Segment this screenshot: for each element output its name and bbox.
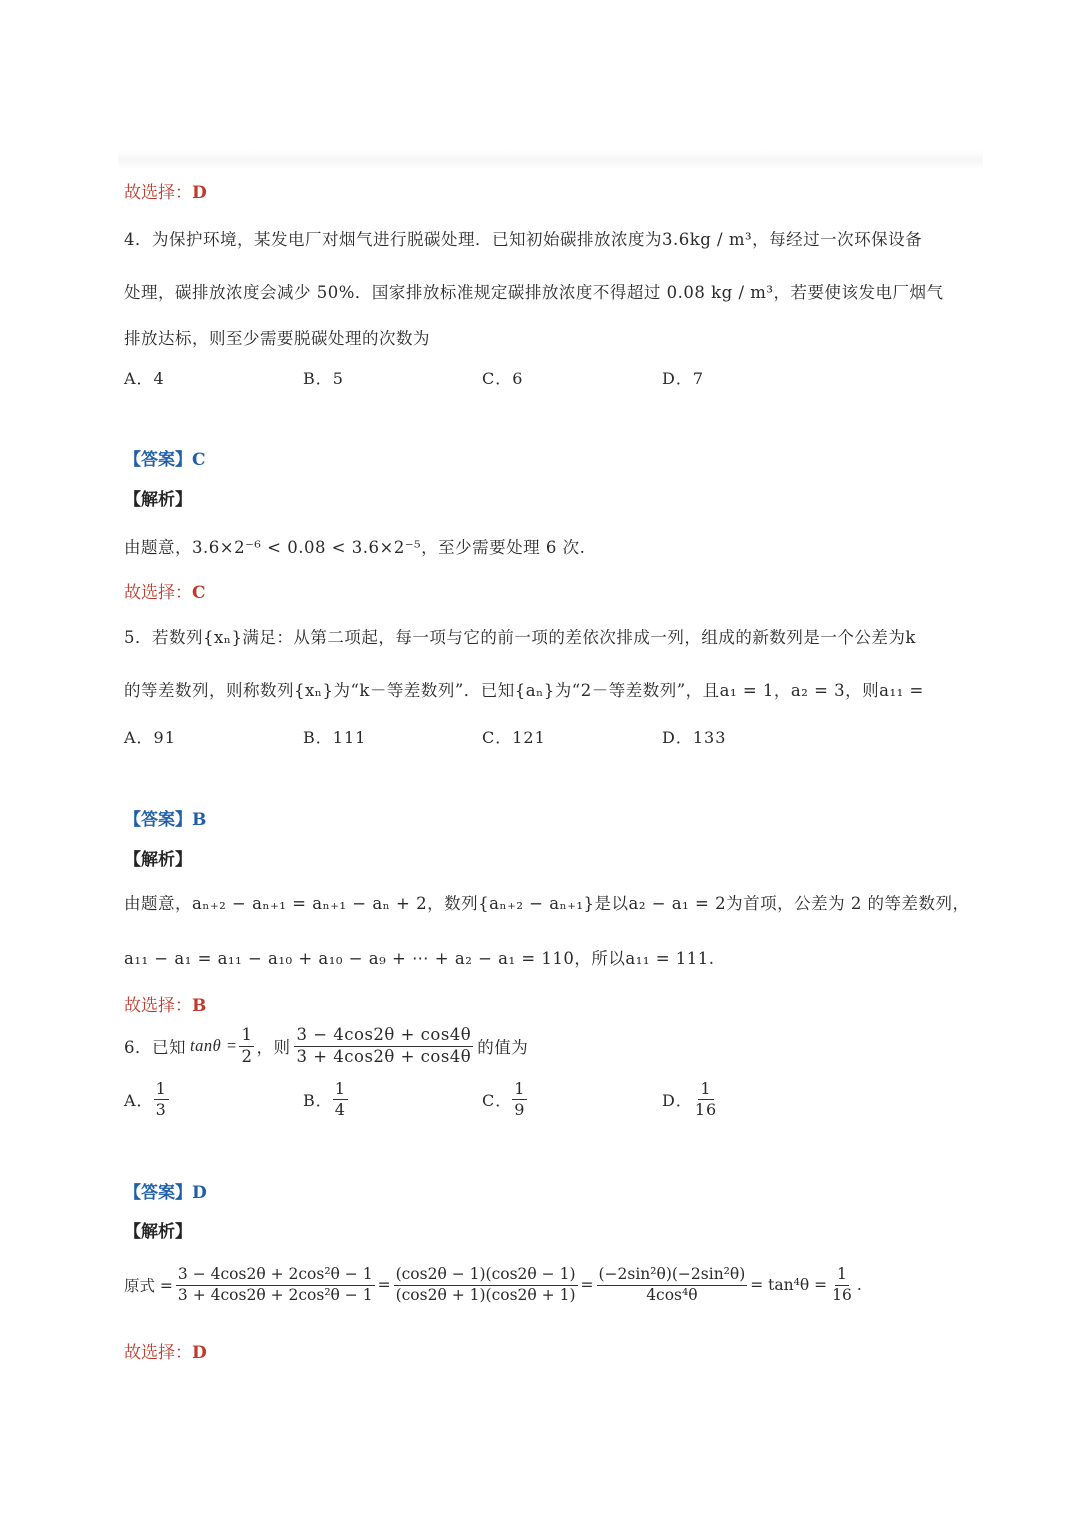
q4-answer — [124, 445, 206, 470]
q6-option-a-fraction — [154, 1080, 169, 1120]
q4-option-c: C．6 — [482, 369, 524, 388]
q6-option-b-label: B． — [303, 1091, 333, 1111]
q5-answer-label: 【答案】 — [124, 810, 192, 830]
q4-answer-value: C — [192, 450, 206, 470]
q6-option-d-fraction — [693, 1080, 719, 1120]
q6-sol-fraction-3 — [597, 1266, 748, 1305]
q6-option-c-fraction — [512, 1080, 527, 1120]
q6-sol-eq-2: = — [580, 1276, 594, 1295]
q6-option-b-fraction — [333, 1080, 348, 1120]
q4-stem-line1: 4．为保护环境，某发电厂对烟气进行脱碳处理．已知初始碳排放浓度为3.6kg / m³，每经过一次环保设备 — [124, 230, 923, 249]
q6-option-b — [303, 1080, 348, 1120]
q5-conclusion-label: 故选择： — [124, 996, 192, 1016]
q6-option-c-den: 9 — [514, 1100, 526, 1120]
q6-sol-f2-num: (cos2θ − 1)(cos2θ − 1) — [394, 1266, 578, 1286]
q3-conclusion-label: 故选择： — [124, 183, 192, 203]
q6-option-b-num: 1 — [333, 1080, 348, 1100]
q6-expr-num: 3 − 4cos2θ + cos4θ — [294, 1026, 473, 1047]
q6-stem-suffix: 的值为 — [477, 1038, 529, 1058]
q5-conclusion-value: B — [192, 996, 207, 1016]
q6-option-a-label: A． — [124, 1091, 154, 1111]
q4-option-a: A．4 — [124, 369, 165, 388]
q4-answer-label: 【答案】 — [124, 450, 192, 470]
q6-option-a-den: 3 — [155, 1100, 167, 1120]
q5-answer — [124, 805, 206, 830]
q5-option-a: A．91 — [124, 728, 176, 747]
q3-conclusion-value: D — [192, 183, 207, 203]
q4-stem-line3: 排放达标，则至少需要脱碳处理的次数为 — [124, 329, 430, 348]
q6-option-d-den: 16 — [694, 1100, 718, 1120]
q5-option-c: C．121 — [482, 728, 546, 747]
q5-option-b: B．111 — [303, 728, 367, 747]
q6-answer-label: 【答案】 — [124, 1183, 192, 1203]
q6-analysis-heading: 【解析】 — [124, 1222, 192, 1242]
q6-sol-f1-num: 3 − 4cos2θ + 2cos²θ − 1 — [176, 1266, 375, 1286]
q6-given-den: 2 — [241, 1046, 253, 1066]
q4-solution: 由题意，3.6×2⁻⁶ < 0.08 < 3.6×2⁻⁵，至少需要处理 6 次. — [124, 538, 586, 557]
q6-sol-f3-num: (−2sin²θ)(−2sin²θ) — [597, 1266, 748, 1286]
q6-sol-prefix: 原式 = — [124, 1277, 173, 1296]
q6-sol-period: . — [856, 1276, 862, 1295]
q6-conclusion-label: 故选择： — [124, 1343, 192, 1363]
q6-option-d — [662, 1080, 719, 1120]
q5-analysis-heading: 【解析】 — [124, 850, 192, 870]
q4-conclusion-value: C — [192, 583, 206, 603]
q6-option-d-label: D． — [662, 1091, 693, 1111]
q6-conclusion-value: D — [192, 1343, 207, 1363]
q6-option-d-num: 1 — [698, 1080, 713, 1100]
q5-stem-line2: 的等差数列，则称数列{xₙ}为“k－等差数列”．已知{aₙ}为“2－等差数列”，且a₁ = 1，a₂ = 3，则a₁₁ = — [124, 681, 924, 700]
q6-sol-res-den: 16 — [832, 1285, 852, 1304]
q6-sol-res-num: 1 — [835, 1266, 849, 1286]
q6-sol-f3-den: 4cos⁴θ — [646, 1285, 698, 1304]
q5-solution-line1: 由题意，aₙ₊₂ − aₙ₊₁ = aₙ₊₁ − aₙ + 2，数列{aₙ₊₂ − aₙ₊₁}是以a₂ − a₁ = 2为首项，公差为 2 的等差数列， — [124, 894, 970, 913]
q6-sol-result-fraction — [830, 1266, 854, 1305]
q6-option-a — [124, 1080, 169, 1120]
q6-expr-den: 3 + 4cos2θ + cos4θ — [296, 1046, 472, 1066]
q5-conclusion — [124, 991, 206, 1016]
faded-top-band — [118, 150, 983, 170]
q6-option-b-den: 4 — [334, 1100, 346, 1120]
q6-option-c-label: C． — [482, 1091, 513, 1111]
q6-expr-fraction — [294, 1026, 473, 1067]
q6-option-c — [482, 1080, 527, 1120]
q6-answer — [124, 1178, 207, 1203]
q4-option-d: D．7 — [662, 369, 705, 388]
q4-analysis-heading: 【解析】 — [124, 490, 192, 510]
q4-stem-line2: 处理，碳排放浓度会减少 50%．国家排放标准规定碳排放浓度不得超过 0.08 kg / m³，若要使该发电厂烟气 — [124, 283, 944, 302]
q6-answer-value: D — [192, 1183, 207, 1203]
q6-stem-middle: ，则 — [256, 1038, 291, 1058]
q6-stem — [124, 1026, 528, 1067]
q6-given-fraction — [239, 1026, 254, 1067]
q5-answer-value: B — [192, 810, 207, 830]
q5-stem-line1: 5．若数列{xₙ}满足：从第二项起，每一项与它的前一项的差依次排成一列，组成的新数列是一个公差为k — [124, 628, 916, 647]
q6-stem-prefix: 6．已知 — [124, 1038, 186, 1058]
q6-given-num: 1 — [239, 1026, 254, 1047]
q6-tan-expr: tanθ = — [190, 1036, 238, 1056]
q6-option-c-num: 1 — [512, 1080, 527, 1100]
q6-sol-f2-den: (cos2θ + 1)(cos2θ + 1) — [395, 1285, 576, 1304]
q5-solution-line2: a₁₁ − a₁ = a₁₁ − a₁₀ + a₁₀ − a₉ + ⋯ + a₂ − a₁ = 110，所以a₁₁ = 111. — [124, 949, 715, 968]
q6-solution — [124, 1266, 862, 1305]
q4-conclusion — [124, 578, 206, 603]
q4-option-b: B．5 — [303, 369, 344, 388]
q6-sol-tail: = tan⁴θ = — [750, 1276, 828, 1295]
q5-option-d: D．133 — [662, 728, 727, 747]
q4-conclusion-label: 故选择： — [124, 583, 192, 603]
q6-sol-eq-1: = — [377, 1276, 391, 1295]
q6-conclusion — [124, 1338, 207, 1363]
q6-sol-f1-den: 3 + 4cos2θ + 2cos²θ − 1 — [177, 1285, 373, 1304]
q6-sol-fraction-2 — [394, 1266, 578, 1305]
q6-option-a-num: 1 — [154, 1080, 169, 1100]
q6-sol-fraction-1 — [176, 1266, 375, 1305]
q3-conclusion — [124, 178, 207, 203]
